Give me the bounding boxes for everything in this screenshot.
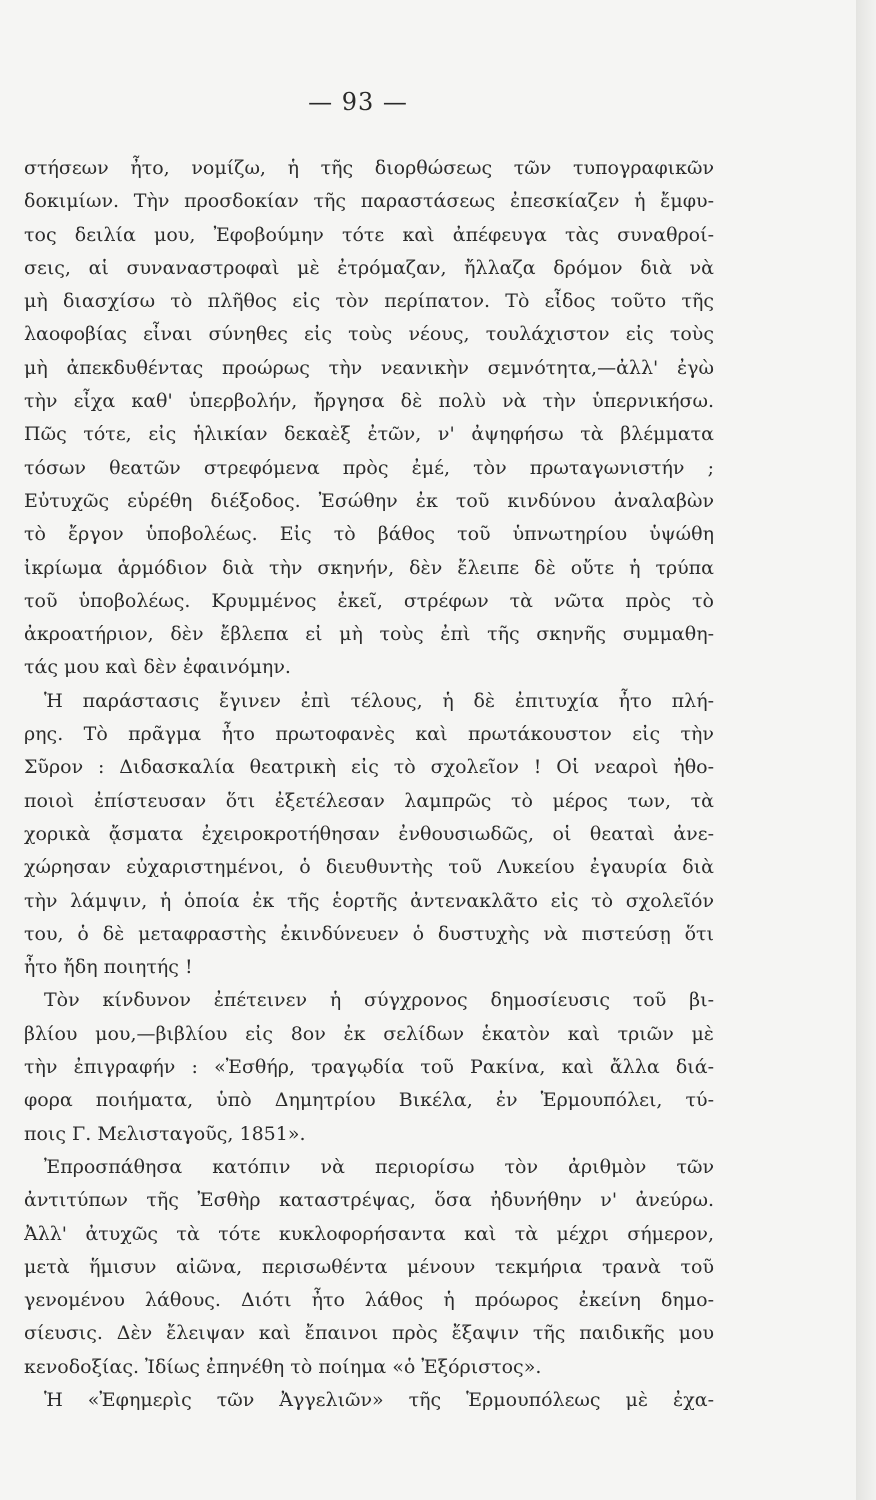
- text-line: ποιοὶ ἐπίστευσαν ὅτι ἐξετέλεσαν λαμπρῶς τὸ μέρος των, τὰ: [24, 789, 714, 812]
- text-line: ρης. Τὸ πρᾶγμα ἦτο πρωτοφανὲς καὶ πρωτάκουστον εἰς τὴν: [24, 723, 714, 746]
- text-line: λαοφοβίας εἶναι σύνηθες εἰς τοὺς νέους, τουλάχιστον εἰς τοὺς: [24, 323, 714, 346]
- text-line: ἦτο ἤδη ποιητής !: [24, 956, 193, 979]
- text-line: του, ὁ δὲ μεταφραστὴς ἐκινδύνευεν ὁ δυστυχὴς νὰ πιστεύσῃ ὅτι: [24, 922, 714, 945]
- text-line: τὴν εἶχα καθ' ὑπερβολήν, ἤργησα δὲ πολὺ νὰ τὴν ὑπερνικήσω.: [24, 390, 714, 413]
- text-line: στήσεων ἦτο, νομίζω, ἡ τῆς διορθώσεως τῶν τυπογραφικῶν: [24, 157, 714, 179]
- text-line: Ἀλλ' ἀτυχῶς τὰ τότε κυκλοφορήσαντα καὶ τὰ μέχρι σήμερον,: [24, 1222, 714, 1245]
- text-line: μὴ ἀπεκδυθέντας προώρως τὴν νεανικὴν σεμνότητα,—ἀλλ' ἐγὼ: [24, 356, 714, 379]
- text-line: φορα ποιήματα, ὑπὸ Δημητρίου Βικέλα, ἐν Ἑρμουπόλει, τύ-: [24, 1089, 714, 1112]
- text-line: σίευσις. Δὲν ἔλειψαν καὶ ἔπαινοι πρὸς ἔξαψιν τῆς παιδικῆς μου: [24, 1322, 714, 1345]
- text-line: ποις Γ. Μελισταγοῦς, 1851».: [24, 1122, 306, 1145]
- text-line: Ἐπροσπάθησα κατόπιν νὰ περιορίσω τὸν ἀριθμὸν τῶν: [44, 1155, 714, 1178]
- text-line: Τὸν κίνδυνον ἐπέτεινεν ἡ σύγχρονος δημοσίευσις τοῦ βι-: [44, 989, 714, 1012]
- text-line: χώρησαν εὐχαριστημένοι, ὁ διευθυντὴς τοῦ Λυκείου ἐγαυρία διὰ: [24, 856, 714, 879]
- text-line: σεις, αἱ συναναστροφαὶ μὲ ἐτρόμαζαν, ἤλλαζα δρόμον διὰ νὰ: [24, 256, 714, 279]
- text-line: Εὐτυχῶς εὑρέθη διέξοδος. Ἐσώθην ἐκ τοῦ κινδύνου ἀναλαβὼν: [24, 489, 714, 512]
- text-line: τὸ ἔργον ὑποβολέως. Εἰς τὸ βάθος τοῦ ὑπνωτηρίου ὑψώθη: [24, 523, 714, 546]
- text-line: τὴν λάμψιν, ἡ ὁποία ἐκ τῆς ἑορτῆς ἀντενακλᾶτο εἰς τὸ σχολεῖόν: [24, 889, 714, 912]
- text-line: ἰκρίωμα ἁρμόδιον διὰ τὴν σκηνήν, δὲν ἔλειπε δὲ οὔτε ἡ τρύπα: [24, 556, 714, 579]
- text-line: κενοδοξίας. Ἰδίως ἐπηνέθη τὸ ποίημα «ὁ Ἐξόριστος».: [24, 1355, 542, 1378]
- text-line: τὴν ἐπιγραφήν : «Ἐσθήρ, τραγῳδία τοῦ Ρακίνα, καὶ ἄλλα διά-: [24, 1056, 714, 1079]
- text-line: Πῶς τότε, εἰς ἡλικίαν δεκαὲξ ἐτῶν, ν' ἀψηφήσω τὰ βλέμματα: [24, 423, 714, 446]
- text-line: βλίου μου,—βιβλίου εἰς 8ον ἐκ σελίδων ἑκατὸν καὶ τριῶν μὲ: [24, 1022, 714, 1045]
- text-line: μετὰ ἥμισυν αἰῶνα, περισωθέντα μένουν τεκμήρια τρανὰ τοῦ: [24, 1255, 714, 1278]
- text-line: ἀκροατήριον, δὲν ἔβλεπα εἰ μὴ τοὺς ἐπὶ τῆς σκηνῆς συμμαθη-: [24, 623, 714, 646]
- text-line: τάς μου καὶ δὲν ἐφαινόμην.: [24, 656, 291, 679]
- text-line: χορικὰ ᾄσματα ἐχειροκροτήθησαν ἐνθουσιωδῶς, οἱ θεαταὶ ἀνε-: [24, 822, 714, 845]
- text-line: τόσων θεατῶν στρεφόμενα πρὸς ἐμέ, τὸν πρωταγωνιστήν ;: [24, 456, 714, 479]
- text-line: τος δειλία μου, Ἐφοβούμην τότε καὶ ἀπέφευγα τὰς συναθροί-: [24, 223, 714, 246]
- text-line: δοκιμίων. Τὴν προσδοκίαν τῆς παραστάσεως ἐπεσκίαζεν ἡ ἔμφυ-: [24, 190, 714, 213]
- text-line: τοῦ ὑποβολέως. Κρυμμένος ἐκεῖ, στρέφων τὰ νῶτα πρὸς τὸ: [24, 589, 714, 612]
- text-line: μὴ διασχίσω τὸ πλῆθος εἰς τὸν περίπατον. Τὸ εἶδος τοῦτο τῆς: [24, 290, 714, 313]
- body-text: [24, 152, 714, 1417]
- text-line: ἀντιτύπων τῆς Ἐσθὴρ καταστρέψας, ὅσα ἠδυνήθην ν' ἀνεύρω.: [24, 1189, 714, 1212]
- page-edge: [856, 0, 876, 1500]
- text-line: Ἡ παράστασις ἔγινεν ἐπὶ τέλους, ἡ δὲ ἐπιτυχία ἦτο πλή-: [44, 689, 714, 712]
- page-number: — 93 —: [308, 88, 408, 116]
- text-line: Ἡ «Ἐφημερὶς τῶν Ἀγγελιῶν» τῆς Ἑρμουπόλεως μὲ ἐχα-: [44, 1388, 714, 1411]
- text-line: Σῦρον : Διδασκαλία θεατρικὴ εἰς τὸ σχολεῖον ! Οἱ νεαροὶ ἠθο-: [24, 756, 714, 779]
- text-line: γενομένου λάθους. Διότι ἦτο λάθος ἡ πρόωρος ἐκείνη δημο-: [24, 1289, 714, 1312]
